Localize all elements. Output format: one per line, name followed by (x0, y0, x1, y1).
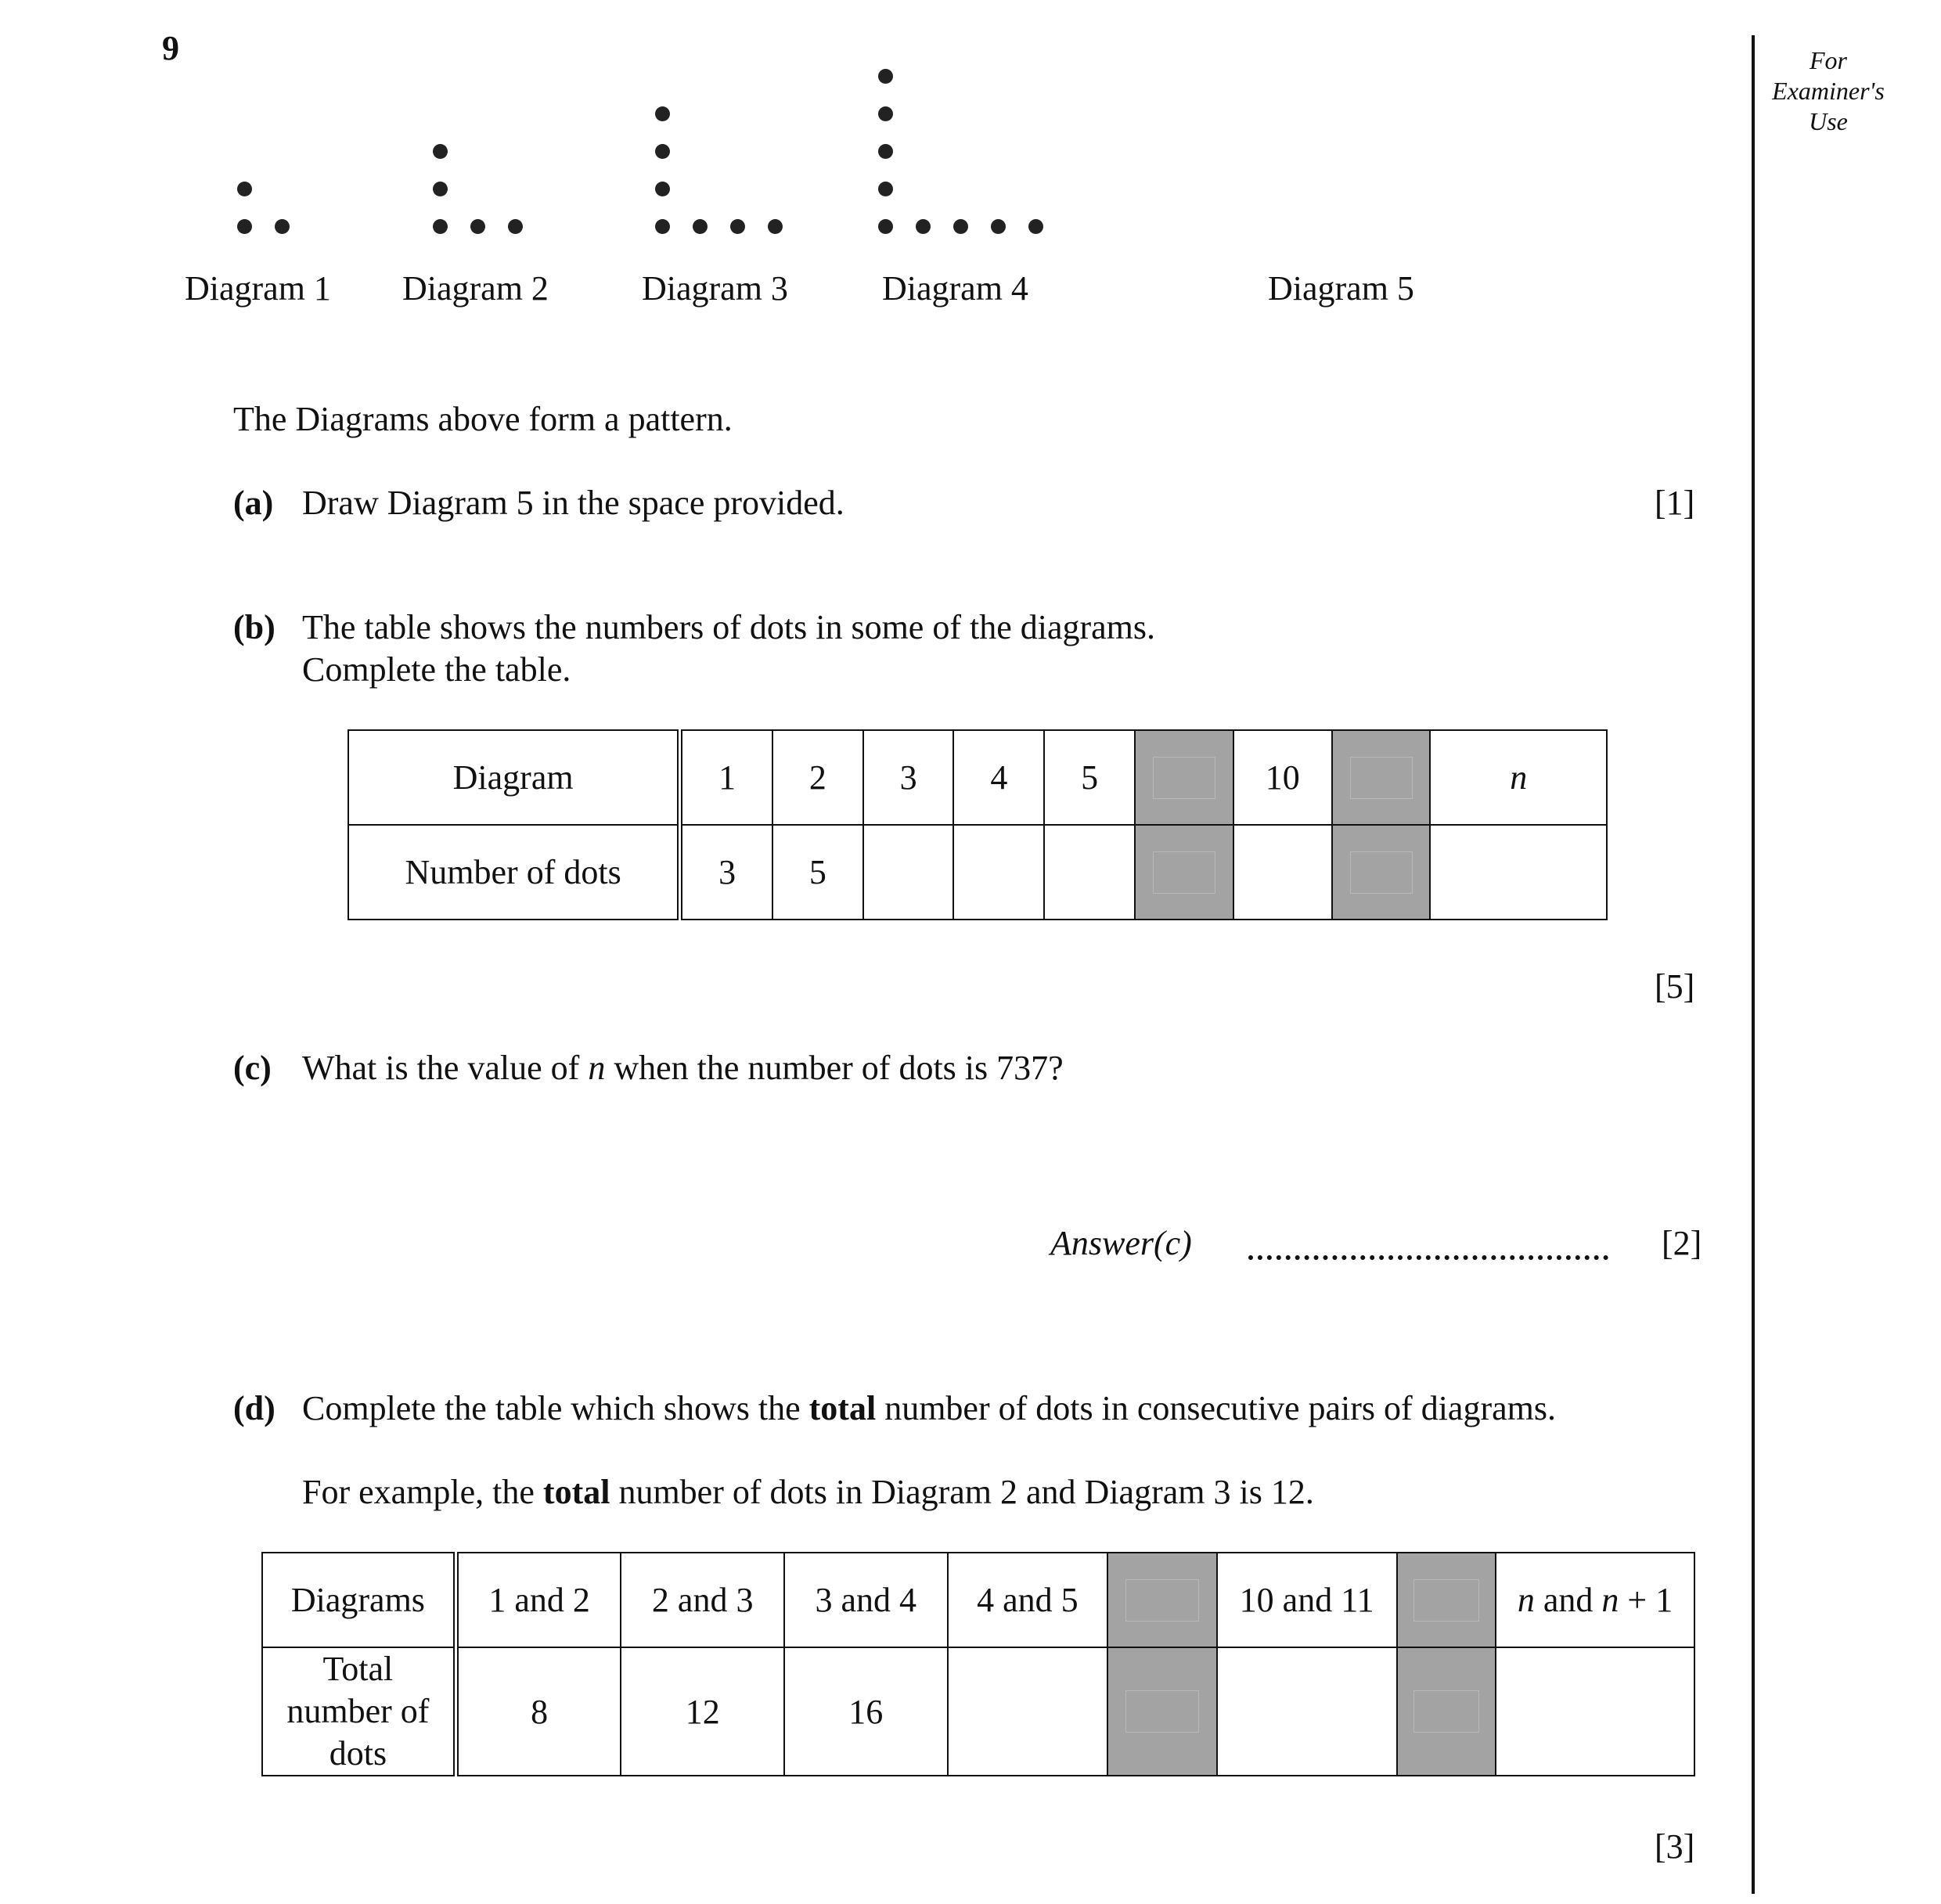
pair-n-mid: and (1534, 1581, 1602, 1619)
dots-table (348, 729, 1608, 920)
part-d-example-bold: total (542, 1473, 610, 1511)
part-b-line2: Complete the table. (302, 650, 571, 689)
answer-c-line[interactable] (1248, 1255, 1608, 1260)
examiner-note-line3: Use (1809, 107, 1848, 135)
diagram-3-dot (693, 219, 708, 234)
diagram-3-dot (655, 182, 670, 196)
diagram-2-dot (433, 144, 448, 159)
total-header-line3: dots (329, 1734, 387, 1773)
diagram-3-label: Diagram 3 (642, 269, 788, 308)
part-d-example-before: For example, the (302, 1473, 543, 1511)
diagram-2-dot (433, 219, 448, 234)
table-row (348, 825, 1607, 920)
part-b-line1: The table shows the numbers of dots in some of the diagrams. (302, 608, 1156, 646)
shaded-cell (1397, 1647, 1496, 1776)
answer-c-label: Answer(c) (1050, 1224, 1192, 1262)
diagram-2-dot (470, 219, 485, 234)
diagram-1-dot (237, 182, 252, 196)
diagram-3-dot (768, 219, 783, 234)
part-c-text-after: when the number of dots is 737? (605, 1049, 1064, 1087)
table-header-total (262, 1647, 456, 1776)
table-cell: 4 (953, 730, 1044, 825)
pair-n-a: n (1517, 1581, 1535, 1619)
part-d-text-after: number of dots in consecutive pairs of diagrams. (876, 1389, 1556, 1427)
shaded-cell (1107, 1647, 1216, 1776)
part-d-example-after: number of dots in Diagram 2 and Diagram 3 is 12. (610, 1473, 1314, 1511)
diagram-3-dot (655, 219, 670, 234)
answer-cell-10-and-11[interactable] (1217, 1647, 1397, 1776)
shaded-cell (1397, 1553, 1496, 1647)
diagram-1-label: Diagram 1 (185, 269, 331, 308)
table-row (262, 1647, 1694, 1776)
diagram-3-dot (655, 144, 670, 159)
diagram-3-dot (655, 106, 670, 121)
examiner-note-line1: For (1810, 46, 1847, 74)
diagram-5-label: Diagram 5 (1268, 269, 1414, 308)
answer-cell-n[interactable] (1430, 825, 1607, 920)
part-a-marks: [1] (1655, 484, 1695, 522)
part-c-variable: n (588, 1049, 606, 1087)
answer-cell-4[interactable] (953, 825, 1044, 920)
part-d-marks: [3] (1655, 1827, 1695, 1866)
part-d-text (302, 1388, 1556, 1428)
table-cell: 10 and 11 (1217, 1553, 1397, 1647)
answer-cell-10[interactable] (1233, 825, 1332, 920)
pair-n-b: n (1601, 1581, 1619, 1619)
part-a-label: (a) (233, 484, 274, 522)
shaded-cell (1332, 825, 1431, 920)
diagram-3-dot (730, 219, 745, 234)
table-cell: 12 (621, 1647, 784, 1776)
part-c-text (302, 1048, 1064, 1088)
question-number: 9 (162, 29, 179, 67)
diagram-4-label: Diagram 4 (882, 269, 1028, 308)
part-b-marks: [5] (1655, 967, 1695, 1006)
examiner-use-note (1758, 45, 1899, 137)
table-cell: 1 (680, 730, 772, 825)
shaded-cell (1135, 730, 1233, 825)
diagram-4-dot (916, 219, 931, 234)
table-cell: 3 (680, 825, 772, 920)
total-header-line2: number of (286, 1692, 430, 1730)
diagram-2-dot (508, 219, 523, 234)
intro-text: The Diagrams above form a pattern. (233, 400, 733, 438)
answer-cell-5[interactable] (1044, 825, 1135, 920)
part-d-text-before: Complete the table which shows the (302, 1389, 809, 1427)
table-cell: 5 (772, 825, 863, 920)
diagram-2-dot (433, 182, 448, 196)
shaded-cell (1332, 730, 1431, 825)
table-cell: 3 and 4 (784, 1553, 948, 1647)
shaded-cell (1107, 1553, 1216, 1647)
diagram-4-dot (878, 69, 893, 84)
part-a-text: Draw Diagram 5 in the space provided. (302, 484, 844, 522)
answer-cell-n-and-n-plus-1[interactable] (1496, 1647, 1694, 1776)
answer-cell-3[interactable] (863, 825, 954, 920)
examiner-note-line2: Examiner's (1772, 77, 1885, 105)
part-c-text-before: What is the value of (302, 1049, 589, 1087)
table-cell: 2 and 3 (621, 1553, 784, 1647)
table-header-number-of-dots: Number of dots (348, 825, 680, 920)
table-cell: 16 (784, 1647, 948, 1776)
diagram-4-dot (878, 182, 893, 196)
examiner-margin-line (1752, 35, 1755, 1894)
table-header-diagram: Diagram (348, 730, 680, 825)
total-header-line1: Total (322, 1650, 394, 1688)
part-d-example (302, 1472, 1314, 1512)
table-header-diagrams: Diagrams (262, 1553, 456, 1647)
diagram-4-dot (1028, 219, 1043, 234)
diagram-4-dot (878, 144, 893, 159)
table-cell: 5 (1044, 730, 1135, 825)
table-cell: 2 (772, 730, 863, 825)
pairs-table (261, 1552, 1695, 1776)
table-row (262, 1553, 1694, 1647)
part-d-label: (d) (233, 1389, 275, 1427)
part-c-marks: [2] (1662, 1224, 1702, 1262)
diagram-4-dot (991, 219, 1006, 234)
table-cell-n: n (1430, 730, 1607, 825)
diagram-1-dot (275, 219, 290, 234)
diagram-2-label: Diagram 2 (402, 269, 549, 308)
table-cell: 4 and 5 (948, 1553, 1108, 1647)
table-cell: 8 (456, 1647, 621, 1776)
part-c-label: (c) (233, 1049, 272, 1087)
table-cell-n-pair (1496, 1553, 1694, 1647)
answer-cell-4-and-5[interactable] (948, 1647, 1108, 1776)
part-b-label: (b) (233, 608, 275, 646)
pair-n-end: + 1 (1619, 1581, 1673, 1619)
diagram-1-dot (237, 219, 252, 234)
diagram-4-dot (878, 106, 893, 121)
table-cell: 1 and 2 (456, 1553, 621, 1647)
shaded-cell (1135, 825, 1233, 920)
diagram-4-dot (878, 219, 893, 234)
diagram-5-drawing-space[interactable] (1237, 47, 1550, 250)
table-row (348, 730, 1607, 825)
diagram-4-dot (953, 219, 968, 234)
table-cell: 3 (863, 730, 954, 825)
table-cell: 10 (1233, 730, 1332, 825)
part-d-bold: total (808, 1389, 877, 1427)
